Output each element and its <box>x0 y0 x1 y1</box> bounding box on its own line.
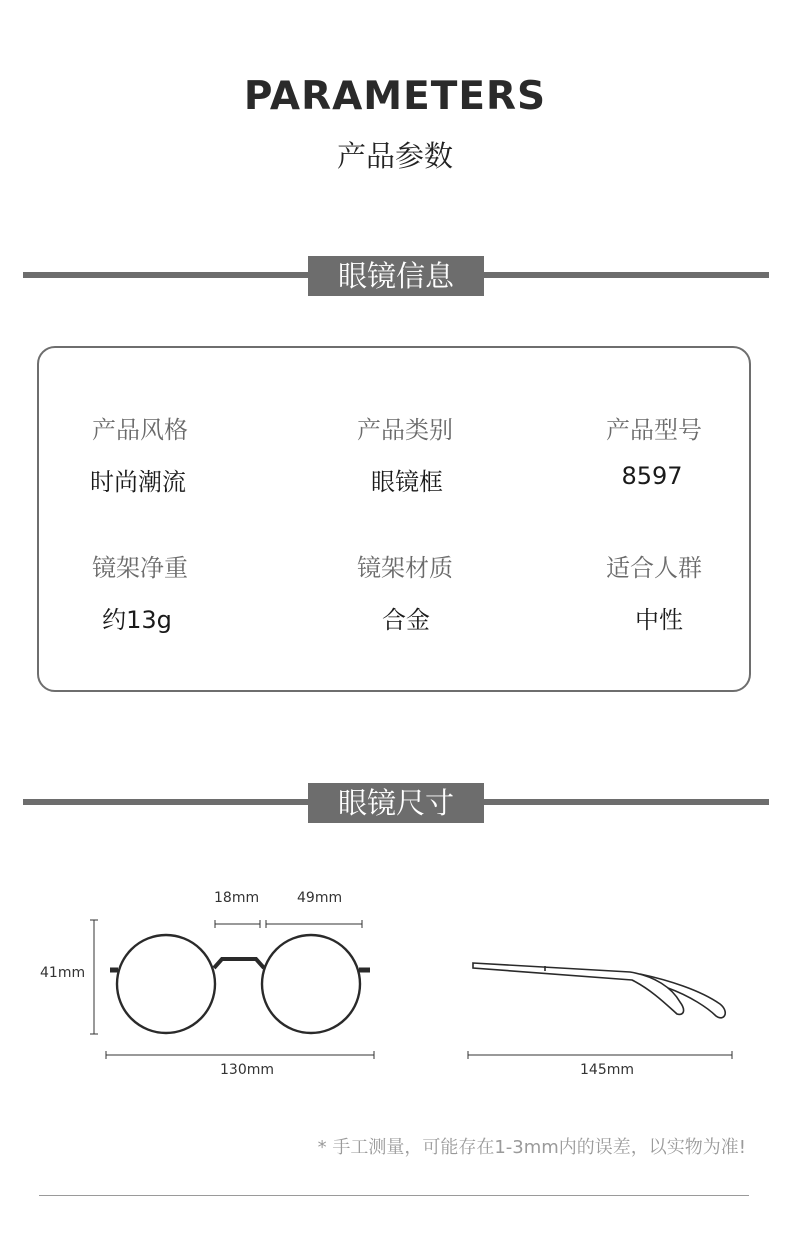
section-tag-info: 眼镜信息 <box>308 256 484 296</box>
dim-frame-width: 130mm <box>220 1062 274 1078</box>
param-label-model: 产品型号 <box>606 416 702 444</box>
dim-temple-length: 145mm <box>580 1062 634 1078</box>
param-label-audience: 适合人群 <box>606 554 702 582</box>
front-view-glasses <box>110 935 370 1033</box>
bottom-divider <box>39 1195 749 1196</box>
param-value-model: 8597 <box>621 462 683 490</box>
side-view-temple <box>473 963 725 1018</box>
section-tag-size: 眼镜尺寸 <box>308 783 484 823</box>
glasses-diagram <box>0 880 790 1090</box>
param-value-style: 时尚潮流 <box>90 468 186 496</box>
page-title-cn: 产品参数 <box>336 139 453 173</box>
measurement-note: * 手工测量，可能存在1-3mm内的误差，以实物为准! <box>317 1137 746 1158</box>
param-value-weight: 约13g <box>102 606 172 634</box>
param-label-category: 产品类别 <box>357 416 453 444</box>
params-card <box>37 346 751 692</box>
param-label-style: 产品风格 <box>92 416 188 444</box>
dim-lens-height: 41mm <box>40 965 86 981</box>
dim-lens-width: 49mm <box>297 890 343 906</box>
dimension-lines <box>90 920 732 1059</box>
dim-bridge: 18mm <box>214 890 260 906</box>
param-value-audience: 中性 <box>635 606 683 634</box>
param-label-material: 镜架材质 <box>357 554 453 582</box>
page-title-en: PARAMETERS <box>243 74 547 119</box>
param-label-weight: 镜架净重 <box>92 554 188 582</box>
param-value-category: 眼镜框 <box>371 468 443 496</box>
param-value-material: 合金 <box>382 606 430 634</box>
